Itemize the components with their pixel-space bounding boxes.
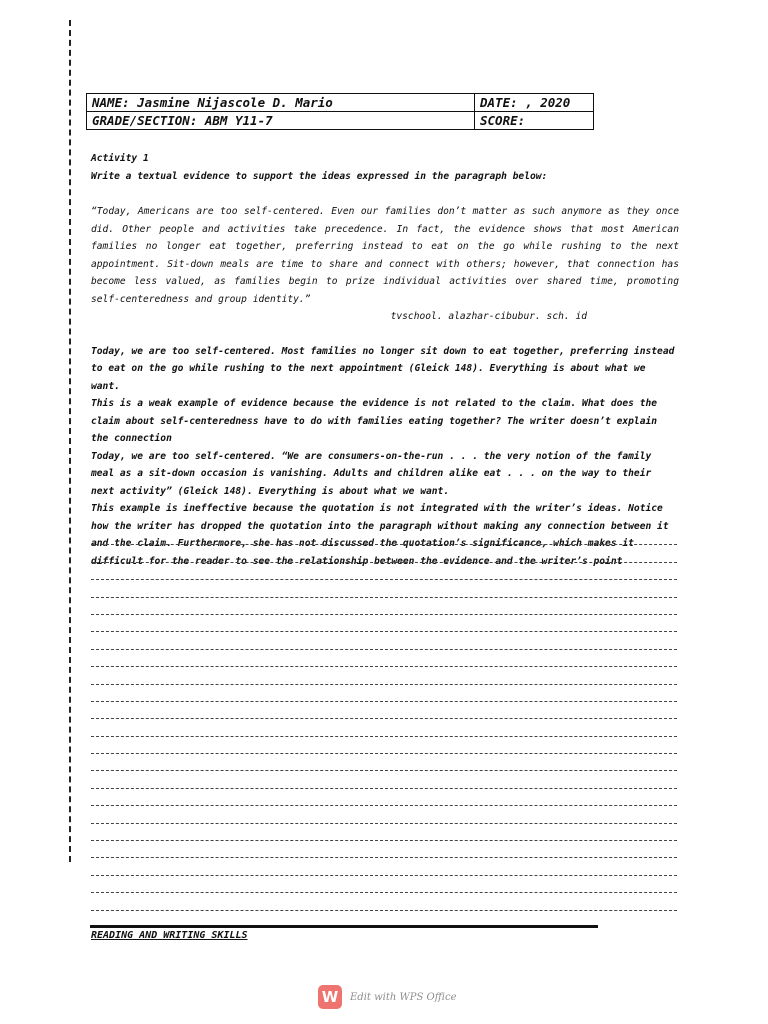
writing-line xyxy=(91,893,677,910)
score-field: SCORE: xyxy=(475,112,594,130)
writing-line xyxy=(91,615,677,632)
writing-line xyxy=(91,754,677,771)
writing-line xyxy=(91,632,677,649)
writing-line xyxy=(91,685,677,702)
footer-subject-label: READING AND WRITING SKILLS xyxy=(91,930,248,941)
writing-line xyxy=(91,598,677,615)
answer-paragraph: This example is ineffective because the quotation is not integrated with the writer’s ideas. Notice how the writer has dropped the quotation into the paragraph without making any connection between it and the claim. Furthermore, she has not discussed the quotation’s significance, which makes it difficult for the reader to see the relationship between the evidence and the writer’s point xyxy=(91,503,669,567)
writing-line xyxy=(91,876,677,893)
writing-line xyxy=(91,719,677,736)
wps-logo-icon: W xyxy=(318,985,342,1009)
date-field: DATE: , 2020 xyxy=(475,94,594,112)
writing-line xyxy=(91,580,677,597)
wps-watermark[interactable] xyxy=(318,985,457,1009)
quote-source: tvschool. alazhar-cibubur. sch. id xyxy=(390,311,587,322)
writing-line xyxy=(91,528,677,545)
writing-line xyxy=(91,858,677,875)
header-row-2 xyxy=(87,112,594,130)
writing-line xyxy=(91,737,677,754)
writing-line xyxy=(91,824,677,841)
writing-line xyxy=(91,806,677,823)
writing-line xyxy=(91,650,677,667)
answer-paragraph: This is a weak example of evidence because the evidence is not related to the claim. What does the claim about self-centeredness have to do with families eating together? The writer doesn’t explain the connection xyxy=(91,398,658,444)
header-row-1 xyxy=(87,94,594,112)
activity-title: Activity 1 xyxy=(91,153,149,164)
grade-section: GRADE/SECTION: ABM Y11-7 xyxy=(87,112,475,130)
writing-line xyxy=(91,667,677,684)
writing-line xyxy=(91,789,677,806)
source-quote: “Today, Americans are too self-centered. Even our families don’t matter as such anymore as they once did. Other people and activities take precedence. In fact, the evidence shows that most American families no longer eat together, preferring instead to eat on the go while rushing to the next appointment. Sit-down meals are time to share and connect with others; however, that connection has become less valued, as families begin to prize individual activities over shared time, promoting self-centeredness and group identity.” xyxy=(91,206,679,305)
activity-instruction: Write a textual evidence to support the ideas expressed in the paragraph below: xyxy=(91,170,548,182)
writing-line xyxy=(91,563,677,580)
worksheet-content xyxy=(91,150,679,570)
footer-rule xyxy=(90,925,598,928)
writing-line xyxy=(91,702,677,719)
student-name: NAME: Jasmine Nijascole D. Mario xyxy=(87,94,475,112)
writing-line xyxy=(91,545,677,562)
writing-line xyxy=(91,771,677,788)
writing-line xyxy=(91,841,677,858)
answer-paragraph: Today, we are too self-centered. Most families no longer sit down to eat together, preferring instead to eat on the go while rushing to the next appointment (Gleick 148). Everything is about what we want. xyxy=(91,345,675,392)
student-info-table xyxy=(86,93,594,130)
answer-paragraph: Today, we are too self-centered. “We are consumers-on-the-run . . . the very notion of the family meal as a sit-down occasion is vanishing. Adults and children alike eat . . . on the way to their next activity” (Gleick 148). Everything is about what we want. xyxy=(91,450,652,497)
answer-writing-lines xyxy=(91,528,677,911)
wps-watermark-text: Edit with WPS Office xyxy=(350,991,457,1003)
dashed-cut-line xyxy=(69,20,71,862)
